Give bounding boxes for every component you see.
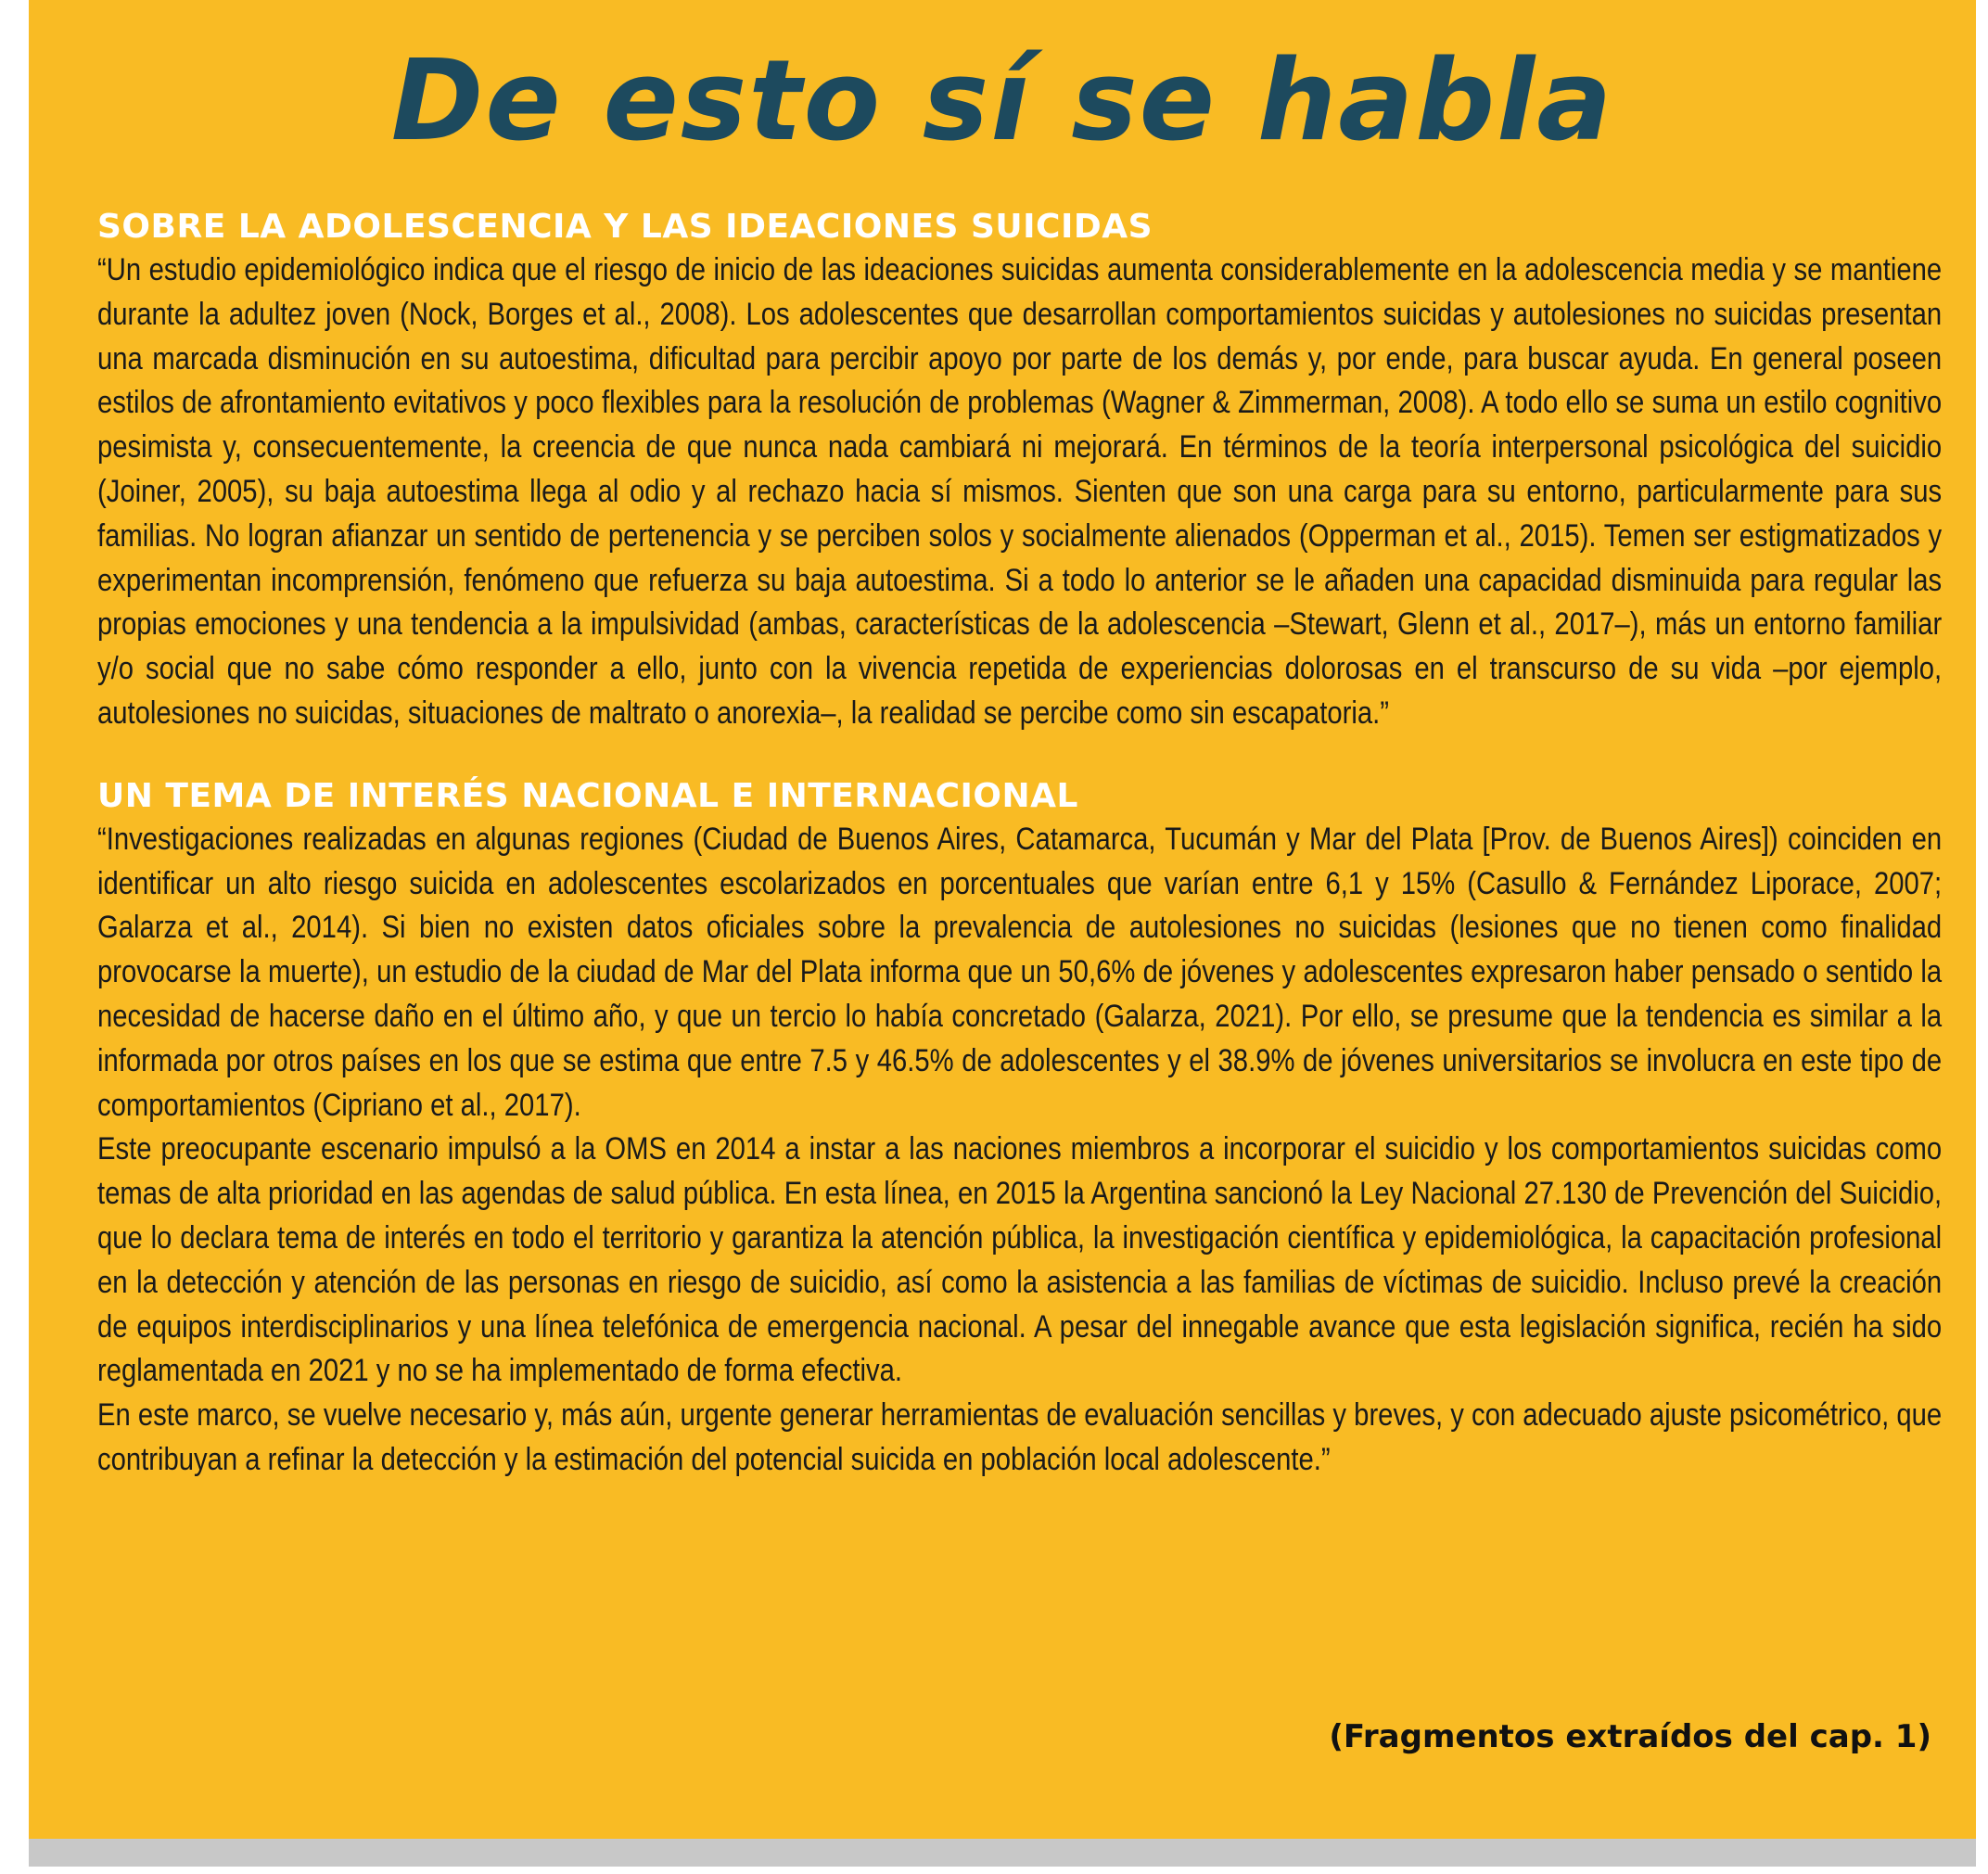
source-note: (Fragmentos extraídos del cap. 1) <box>1329 1718 1931 1755</box>
content-panel <box>29 0 1976 1839</box>
page-title: De esto sí se habla <box>390 37 1614 166</box>
section-paragraph: En este marco, se vuelve necesario y, más aún, urgente generar herramientas de evaluación sencillas y breves, y con adecuado ajuste psicométrico, que contribuyan a refinar la detección y la estimación del potencial suicida en población local adolescente.” <box>97 1397 1943 1477</box>
section-paragraph: “Investigaciones realizadas en algunas regiones (Ciudad de Buenos Aires, Catamarca, Tucumán y Mar del Plata [Prov. de Buenos Aires]) coinciden en identificar un alto riesgo suicida en adolescentes escolarizados en porcentuales que varían entre 6,1 y 15% (Casullo & Fernández Liporace, 2007; Galarza et al., 2014). Si bien no existen datos oficiales sobre la prevalencia de autolesiones no suicidas (lesiones que no tienen como finalidad provocarse la muerte), un estudio de la ciudad de Mar del Plata informa que un 50,6% de jóvenes y adolescentes expresaron haber pensado o sentido la necesidad de hacerse daño en el último año, y que un tercio lo había concretado (Galarza, 2021). Por ello, se presume que la tendencia es similar a la informada por otros países en los que se estima que entre 7.5 y 46.5% de adolescentes y el 38.9% de jóvenes universitarios se involucra en este tipo de comportamientos (Cipriano et al., 2017). <box>97 821 1943 1123</box>
section-paragraph: Este preocupante escenario impulsó a la OMS en 2014 a instar a las naciones miembros a incorporar el suicidio y los comportamientos suicidas como temas de alta prioridad en las agendas de salud pública. En esta línea, en 2015 la Argentina sancionó la Ley Nacional 27.130 de Prevención del Suicidio, que lo declara tema de interés en todo el territorio y garantiza la atención pública, la investigación científica y epidemiológica, la capacitación profesional en la detección y atención de las personas en riesgo de suicidio, así como la asistencia a las familias de víctimas de suicidio. Incluso prevé la creación de equipos interdisciplinarios y una línea telefónica de emergencia nacional. A pesar del innegable avance que esta legislación significa, recién ha sido reglamentada en 2021 y no se ha implementado de forma efectiva. <box>97 1131 1943 1389</box>
section-heading-interes: UN TEMA DE INTERÉS NACIONAL E INTERNACIONAL <box>97 776 1078 815</box>
section-heading-adolescencia: SOBRE LA ADOLESCENCIA Y LAS IDEACIONES SUICIDAS <box>97 208 1153 246</box>
section-spacer <box>97 736 1942 775</box>
article-body <box>97 206 1942 1483</box>
section-paragraph: “Un estudio epidemiológico indica que el riesgo de inicio de las ideaciones suicidas aumenta considerablemente en la adolescencia media y se mantiene durante la adultez joven (Nock, Borges et al., 2008). Los adolescentes que desarrollan comportamientos suicidas y autolesiones no suicidas presentan una marcada disminución en su autoestima, dificultad para percibir apoyo por parte de los demás y, por ende, para buscar ayuda. En general poseen estilos de afrontamiento evitativos y poco flexibles para la resolución de problemas (Wagner & Zimmerman, 2008). A todo ello se suma un estilo cognitivo pesimista y, consecuentemente, la creencia de que nunca nada cambiará ni mejorará. En términos de la teoría interpersonal psicológica del suicidio (Joiner, 2005), su baja autoestima llega al odio y al rechazo hacia sí mismos. Sienten que son una carga para su entorno, particularmente para sus familias. No logran afianzar un sentido de pertenencia y se perciben solos y socialmente alienados (Opperman et al., 2015). Temen ser estigmatizados y experimentan incomprensión, fenómeno que refuerza su baja autoestima. Si a todo lo anterior se le añaden una capacidad disminuida para regular las propias emociones y una tendencia a la impulsividad (ambas, características de la adolescencia –Stewart, Glenn et al., 2017–), más un entorno familiar y/o social que no sabe cómo responder a ello, junto con la vivencia repetida de experiencias dolorosas en el transcurso de su vida –por ejemplo, autolesiones no suicidas, situaciones de maltrato o anorexia–, la realidad se percibe como sin escapatoria.” <box>97 252 1943 731</box>
bottom-divider <box>29 1839 1976 1867</box>
